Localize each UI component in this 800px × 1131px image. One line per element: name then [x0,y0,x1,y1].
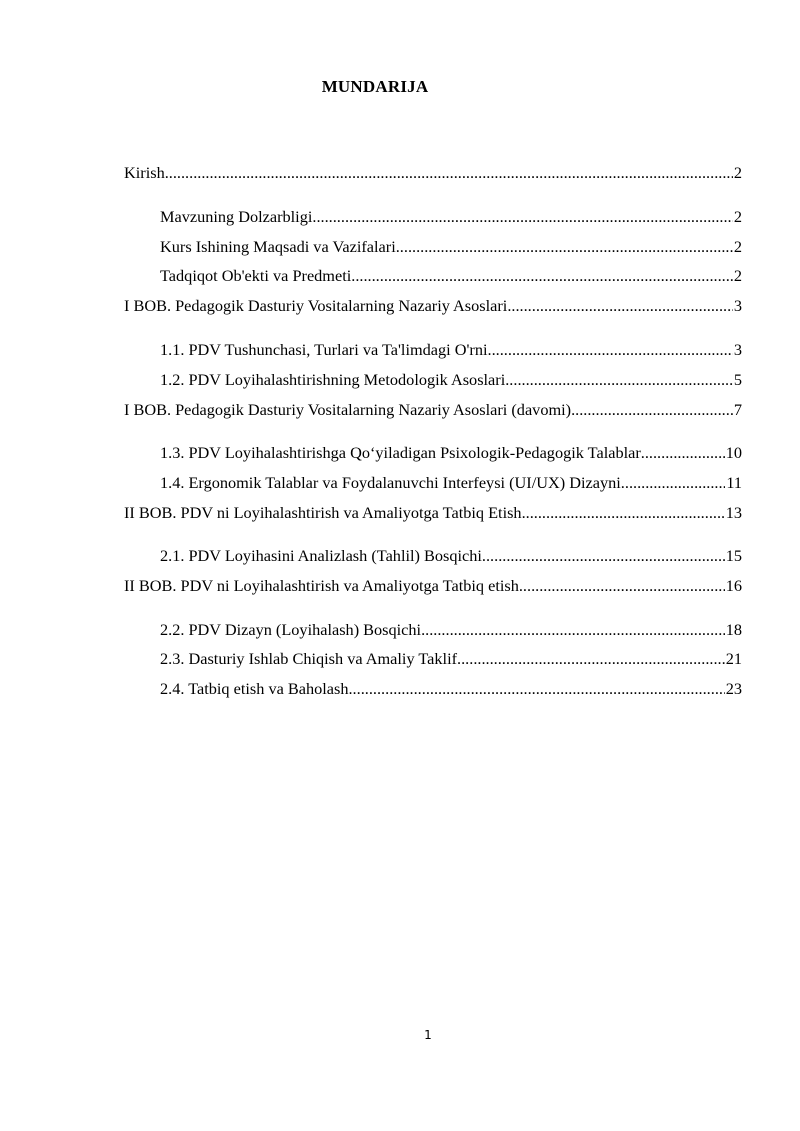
toc-entry [124,576,742,596]
toc-dot-leader [457,649,725,669]
toc-entry [160,546,742,566]
toc-entry-page: 3 [733,340,742,359]
toc-entry-title: 2.4. Tatbiq etish va Baholash [160,679,349,698]
toc-entry [160,237,742,257]
toc-dot-leader [488,340,733,360]
toc-dot-leader [396,237,733,257]
toc-entry [160,340,742,360]
toc-entry-title: 1.3. PDV Loyihalashtirishga Qo‘yiladigan Psixologik-Pedagogik Talablar [160,443,641,462]
toc-dot-leader [165,163,733,183]
toc-entry-title: II BOB. PDV ni Loyihalashtirish va Amaliyotga Tatbiq etish [124,576,519,595]
toc-entry-page: 2 [733,266,742,285]
toc-entry-page: 3 [733,296,742,315]
toc-entry [124,163,742,183]
toc-entry-title: 1.2. PDV Loyihalashtirishning Metodologik Asoslari [160,370,506,389]
toc-entry [160,649,742,669]
toc-entry-page: 10 [725,443,742,462]
toc-entry [160,473,742,493]
toc-entry-page: 21 [725,649,742,668]
toc-entry-page: 2 [733,207,742,226]
toc-entry [160,679,742,699]
toc-entry-page: 13 [725,503,742,522]
toc-entry-page: 16 [725,576,742,595]
toc-entry [160,443,742,463]
toc-entry-page: 5 [733,370,742,389]
toc-entry-title: 2.3. Dasturiy Ishlab Chiqish va Amaliy Taklif [160,649,458,668]
toc-entry-page: 2 [733,163,742,182]
toc-entry-title: Kirish [124,163,165,182]
page-number: 1 [424,1028,432,1042]
toc-entry-title: 1.1. PDV Tushunchasi, Turlari va Ta'limdagi O'rni [160,340,488,359]
toc-entry-title: II BOB. PDV ni Loyihalashtirish va Amaliyotga Tatbiq Etish [124,503,522,522]
toc-dot-leader [571,400,733,420]
toc-entry-page: 18 [725,620,742,639]
toc-dot-leader [641,443,725,463]
toc-entry [160,370,742,390]
toc-dot-leader [421,620,725,640]
toc-entry [124,296,742,316]
toc-entry [124,503,742,523]
toc-entry-title: Mavzuning Dolzarbligi [160,207,313,226]
toc-entry-title: Kurs Ishining Maqsadi va Vazifalari [160,237,396,256]
toc-entry-title: 1.4. Ergonomik Talablar va Foydalanuvchi Interfeysi (UI/UX) Dizayni [160,473,621,492]
toc-entry [160,266,742,286]
toc-entry-title: I BOB. Pedagogik Dasturiy Vositalarning Nazariy Asoslari (davomi) [124,400,572,419]
toc-dot-leader [482,546,725,566]
toc-entry [124,400,742,420]
toc-dot-leader [312,207,732,227]
toc-entry-page: 7 [733,400,742,419]
toc-entry-page: 2 [733,237,742,256]
toc-entry-title: 2.1. PDV Loyihasini Analizlash (Tahlil) Bosqichi [160,546,482,565]
toc-entry-title: 2.2. PDV Dizayn (Loyihalash) Bosqichi [160,620,422,639]
toc-entry-page: 11 [726,473,742,492]
toc-dot-leader [507,296,733,316]
toc-entry [160,620,742,640]
toc-entry-title: I BOB. Pedagogik Dasturiy Vositalarning Nazariy Asoslari [124,296,508,315]
document-title: MUNDARIJA [321,77,429,96]
toc-entry [160,207,742,227]
toc-entry-page: 23 [725,679,742,698]
toc-entry-page: 15 [725,546,742,565]
toc-dot-leader [348,679,724,699]
toc-dot-leader [505,370,733,390]
toc-dot-leader [522,503,725,523]
toc-entry-title: Tadqiqot Ob'ekti va Predmeti [160,266,352,285]
toc-dot-leader [621,473,726,493]
toc-dot-leader [519,576,725,596]
toc-dot-leader [351,266,733,286]
